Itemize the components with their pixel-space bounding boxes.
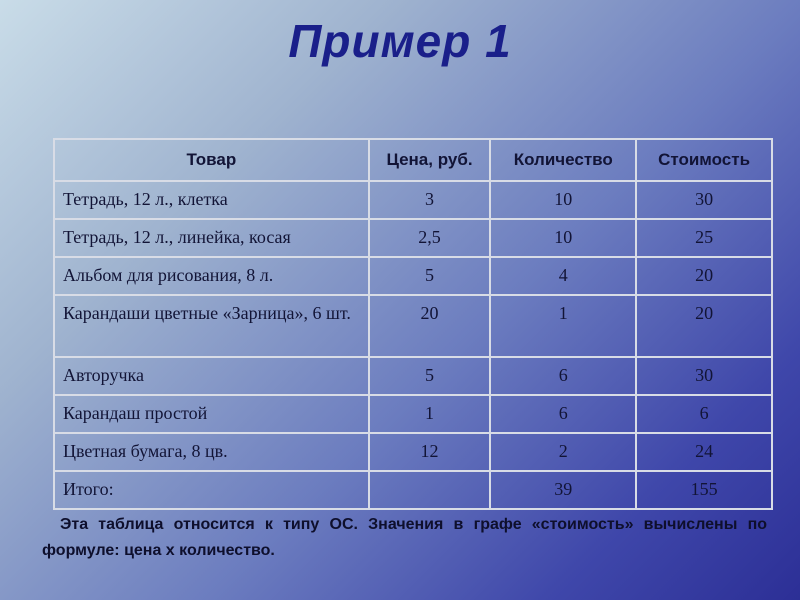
cell-quantity: 6 [490, 395, 636, 433]
cell-item: Карандаши цветные «Зарница», 6 шт. [54, 295, 369, 357]
total-quantity: 39 [490, 471, 636, 509]
table-total-row [54, 471, 772, 509]
explanation-note: Эта таблица относится к типу ОС. Значения в графе «стоимость» вычислены по формуле: цена х количество. [42, 516, 767, 559]
header-item: Товар [54, 139, 369, 181]
cell-quantity: 2 [490, 433, 636, 471]
header-price: Цена, руб. [369, 139, 491, 181]
cell-price: 1 [369, 395, 491, 433]
cell-quantity: 10 [490, 181, 636, 219]
table-row [54, 219, 772, 257]
cell-quantity: 6 [490, 357, 636, 395]
cell-item: Альбом для рисования, 8 л. [54, 257, 369, 295]
table-header-row [54, 139, 772, 181]
header-cost: Стоимость [636, 139, 772, 181]
cell-price: 20 [369, 295, 491, 357]
cell-cost: 30 [636, 181, 772, 219]
goods-table [53, 138, 773, 510]
cell-price: 5 [369, 357, 491, 395]
cell-price: 3 [369, 181, 491, 219]
cell-item: Тетрадь, 12 л., клетка [54, 181, 369, 219]
cell-cost: 20 [636, 295, 772, 357]
cell-item: Карандаш простой [54, 395, 369, 433]
table-row [54, 295, 772, 357]
cell-quantity: 1 [490, 295, 636, 357]
cell-item: Авторучка [54, 357, 369, 395]
cell-price: 5 [369, 257, 491, 295]
cell-cost: 6 [636, 395, 772, 433]
cell-item: Цветная бумага, 8 цв. [54, 433, 369, 471]
cell-cost: 20 [636, 257, 772, 295]
header-quantity: Количество [490, 139, 636, 181]
cell-quantity: 4 [490, 257, 636, 295]
table-row [54, 257, 772, 295]
total-cost: 155 [636, 471, 772, 509]
cell-item: Тетрадь, 12 л., линейка, косая [54, 219, 369, 257]
cell-cost: 30 [636, 357, 772, 395]
table-row [54, 357, 772, 395]
table-row [54, 181, 772, 219]
page-title: Пример 1 [288, 15, 512, 67]
cell-price: 12 [369, 433, 491, 471]
cell-quantity: 10 [490, 219, 636, 257]
cell-cost: 25 [636, 219, 772, 257]
cell-cost: 24 [636, 433, 772, 471]
total-label: Итого: [54, 471, 369, 509]
table-row [54, 433, 772, 471]
cell-price: 2,5 [369, 219, 491, 257]
total-price [369, 471, 491, 509]
table-row [54, 395, 772, 433]
